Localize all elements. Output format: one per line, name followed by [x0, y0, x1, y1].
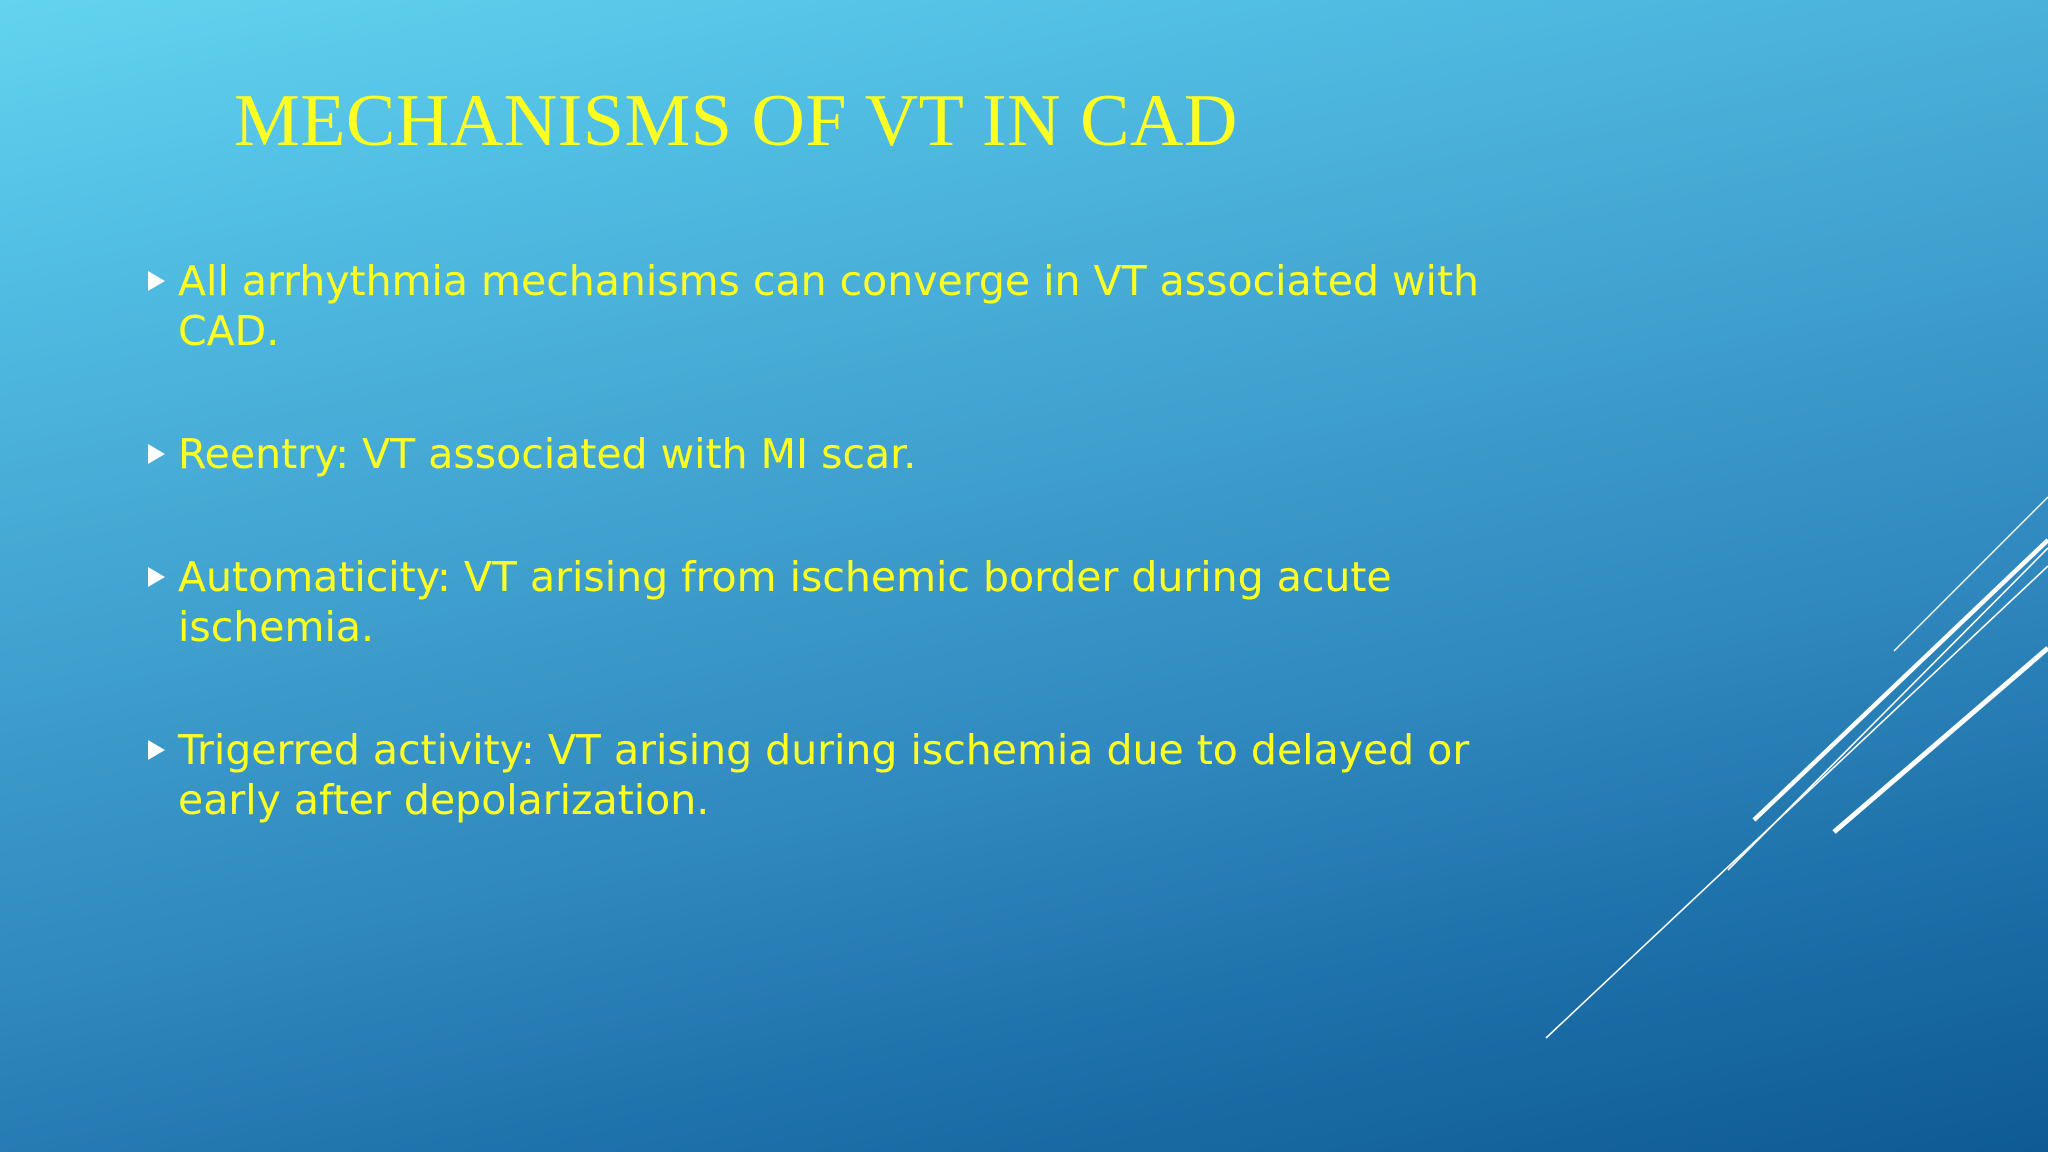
bullet-item — [148, 256, 1508, 356]
bullet-triangle-icon — [148, 271, 165, 291]
deco-line-thick-lower — [1834, 648, 2048, 832]
bullet-text: Automaticity: VT arising from ischemic border during acute ischemia. — [178, 553, 1392, 651]
bullet-triangle-icon — [148, 740, 165, 760]
bullet-triangle-icon — [148, 567, 165, 587]
slide-title: MECHANISMS OF VT IN CAD — [234, 80, 1238, 162]
bullet-triangle-icon — [148, 444, 165, 464]
deco-line-thick-upper — [1754, 540, 2048, 820]
bullet-item — [148, 429, 1508, 479]
bullet-list — [148, 256, 1508, 825]
bullet-item — [148, 725, 1508, 825]
deco-line-long-thin — [1546, 566, 2048, 1038]
bullet-text: Trigerred activity: VT arising during ischemia due to delayed or early after depolarization. — [178, 726, 1470, 824]
deco-line-thin-middle — [1728, 548, 2048, 870]
deco-line-thin-top — [1894, 497, 2048, 651]
bullet-text: Reentry: VT associated with MI scar. — [178, 430, 917, 478]
bullet-text: All arrhythmia mechanisms can converge in VT associated with CAD. — [178, 257, 1480, 355]
bullet-item — [148, 552, 1508, 652]
